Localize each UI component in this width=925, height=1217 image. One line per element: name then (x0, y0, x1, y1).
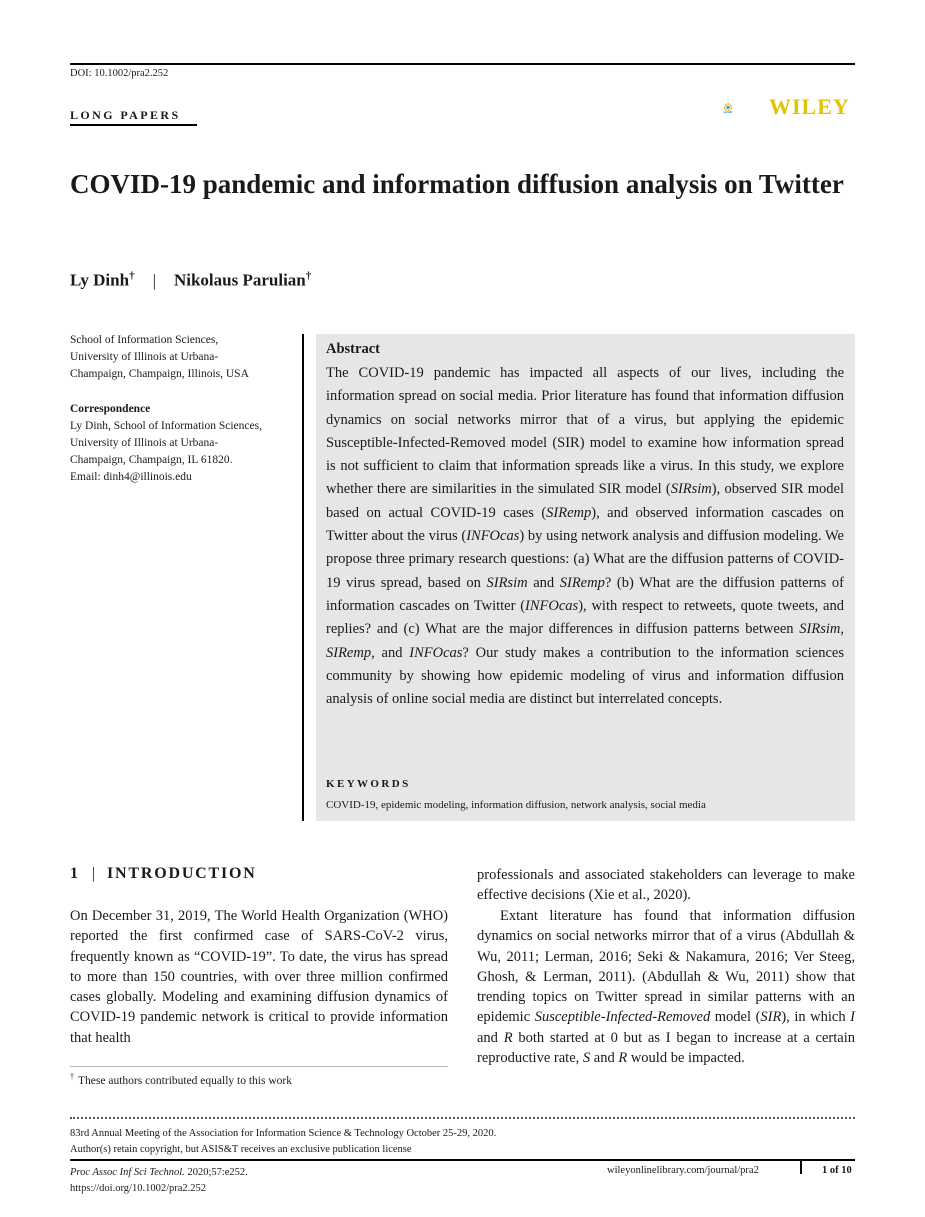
intro-paragraph-1: On December 31, 2019, The World Health Organization (WHO) reported the first confirmed case of SARS-CoV-2 virus, frequently known as “COVID-19”. To date, the virus has spread to more than 150 countries, with over three million confirmed cases globally. Modeling and examining diffusion dynamics of COVID-19 pandemic network is critical to provide information that health (70, 908, 448, 1046)
page-number: 1 of 10 (822, 1165, 852, 1176)
journal-site-link[interactable]: wileyonlinelibrary.com/journal/pra2 (607, 1165, 759, 1176)
asist-logo (722, 90, 767, 126)
journal-citation (70, 1165, 248, 1197)
footnote-text: These authors contributed equally to this work (78, 1074, 292, 1087)
author-mark: † (129, 270, 135, 282)
author-name: Nikolaus Parulian (173, 270, 306, 290)
section-heading (70, 865, 257, 883)
publisher-logo: WILEY (769, 94, 850, 119)
footer-rule (70, 1159, 855, 1161)
section-separator: | (91, 865, 96, 882)
abstract-divider (302, 334, 304, 821)
affiliation-line: School of Information Sciences, (70, 334, 219, 346)
conference-line: 83rd Annual Meeting of the Association for Information Science & Technology October 25-29, 2020. (70, 1128, 497, 1139)
section-tag-underline (70, 124, 197, 126)
license-line: Author(s) retain copyright, but ASIS&T receives an exclusive publication license (70, 1143, 412, 1155)
svg-text:asis&t: asis&t (723, 110, 733, 115)
correspondence-email[interactable]: Email: dinh4@illinois.edu (70, 471, 192, 483)
footnote-mark: † (70, 1072, 74, 1081)
author-list (70, 270, 311, 291)
correspondence (70, 401, 295, 486)
correspondence-heading: Correspondence (70, 403, 151, 415)
paper-title: COVID-19 pandemic and information diffusion analysis on Twitter (70, 169, 844, 199)
correspondence-line: Champaign, Champaign, IL 61820. (70, 454, 233, 466)
doi-link[interactable]: https://doi.org/10.1002/pra2.252 (70, 1183, 207, 1194)
correspondence-line: University of Illinois at Urbana- (70, 437, 219, 449)
author-mark: † (305, 270, 312, 282)
conference-meta (70, 1126, 496, 1157)
affiliation-line: University of Illinois at Urbana- (70, 351, 219, 363)
correspondence-line: Ly Dinh, School of Information Sciences, (70, 420, 262, 432)
author-name: Ly Dinh (70, 270, 130, 290)
footnote (70, 1072, 292, 1087)
keywords-text: COVID-19, epidemic modeling, information diffusion, network analysis, social media (326, 799, 706, 811)
journal-name: Proc Assoc Inf Sci Technol. (70, 1167, 185, 1178)
doi-label: DOI: 10.1002/pra2.252 (70, 68, 169, 79)
affiliation-line: Champaign, Champaign, Illinois, USA (70, 368, 249, 380)
keywords-heading: KEYWORDS (326, 778, 411, 790)
section-number: 1 (70, 865, 80, 882)
intro-paragraph-2: Extant literature has found that information diffusion dynamics on social networks mirror that of a virus (Abdullah & Wu, 2011; Lerman, 2016; Seki & Nakamura, 2016; Ver Steeg, Ghosh, & Lerman, 2011). (Abdullah & Wu, 2011) show that trending topics on Twitter spread in similar patterns with an epidemic Susceptible-Infected-Removed model (SIR), in which I and R both started at 0 but as I began to increase at a certain reproductive rate, S and R would be impacted. (477, 908, 855, 1067)
section-tag: LONG PAPERS (70, 108, 181, 122)
affiliation (70, 332, 295, 383)
page-divider (800, 1160, 802, 1174)
top-rule (70, 63, 855, 65)
section-title: INTRODUCTION (107, 865, 257, 882)
journal-ref: 2020;57:e252. (184, 1167, 248, 1178)
footer-dotted-rule (70, 1117, 855, 1119)
intro-paragraph-1-continued: professionals and associated stakeholders can leverage to make effective decisions (Xie et al., 2020). (477, 867, 855, 904)
author-separator: | (152, 270, 156, 290)
abstract-text: The COVID-19 pandemic has impacted all aspects of our lives, including the information spread on social media. Prior literature has found that information diffusion dynamics on social networks mirror that of a virus, but applying the epidemic Susceptible-Infected-Removed model (SIR) model to examine how information spread is not sufficient to claim that information spreads like a virus. In this study, we explore whether there are similarities in the simulated SIR model (SIRsim), observed SIR model based on actual COVID-19 cases (SIRemp), and observed information cascades on Twitter about the virus (INFOcas) by using network analysis and diffusion modeling. We propose three primary research questions: (a) What are the diffusion patterns of COVID-19 virus spread, based on SIRsim and SIRemp? (b) What are the diffusion patterns of information cascades on Twitter (INFOcas), with respect to retweets, quote tweets, and replies? and (c) What are the major differences in diffusion patterns between SIRsim, SIRemp, and INFOcas? Our study makes a contribution to the information sciences community by showing how epidemic modeling of virus and information diffusion analysis of online social media are distinct but interrelated concepts. (326, 365, 845, 708)
footnote-rule (70, 1066, 448, 1067)
abstract-heading: Abstract (326, 341, 380, 357)
